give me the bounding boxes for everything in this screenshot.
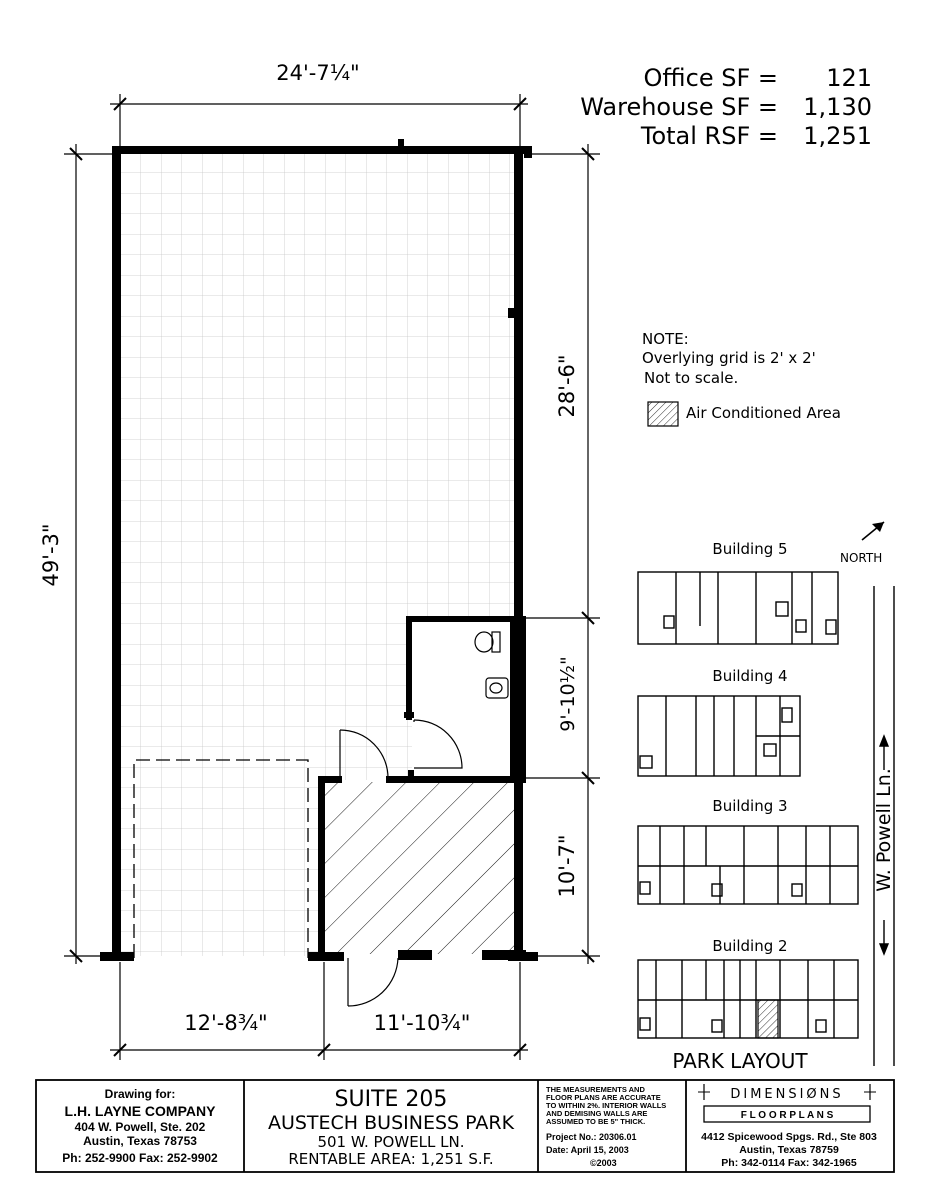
building-3-label: Building 3	[712, 797, 788, 815]
building-3-plan	[638, 826, 858, 904]
disclaimer-line-2: FLOOR PLANS ARE ACCURATE	[546, 1093, 661, 1102]
building-4-label: Building 4	[712, 667, 788, 685]
company-phone: Ph: 342-0114 Fax: 342-1965	[721, 1157, 857, 1169]
street-label: W. Powell Ln.	[873, 768, 895, 892]
legend-hatch-swatch	[648, 402, 678, 426]
disclaimer-line-3: TO WITHIN 2%. INTERIOR WALLS	[546, 1101, 667, 1110]
north-arrow-icon	[862, 522, 884, 540]
legend-label: Air Conditioned Area	[686, 404, 841, 422]
total-rsf-value: 1,251	[803, 122, 872, 150]
disclaimer-line-4: AND DEMISING WALLS ARE	[546, 1109, 648, 1118]
company-address: 4412 Spicewood Spgs. Rd., Ste 803	[701, 1131, 877, 1143]
building-4-plan	[638, 696, 800, 776]
total-rsf-label: Total RSF =	[640, 122, 778, 150]
park-layout-title: PARK LAYOUT	[672, 1049, 808, 1073]
rentable-area: RENTABLE AREA: 1,251 S.F.	[288, 1150, 494, 1168]
client-city: Austin, Texas 78753	[83, 1134, 197, 1148]
office-sf-label: Office SF =	[643, 64, 778, 92]
air-conditioned-office	[324, 782, 514, 954]
warehouse-sf-value: 1,130	[803, 93, 872, 121]
warehouse-sf-label: Warehouse SF =	[580, 93, 778, 121]
suite-address: 501 W. POWELL LN.	[317, 1133, 465, 1151]
building-2-plan	[638, 960, 858, 1038]
project-number: Project No.: 20306.01	[546, 1132, 637, 1142]
note-block	[642, 330, 841, 426]
note-line-2: Not to scale.	[644, 369, 739, 387]
client-phone: Ph: 252-9900 Fax: 252-9902	[62, 1151, 218, 1165]
suite-location-highlight	[758, 1000, 778, 1038]
note-title: NOTE:	[642, 330, 689, 348]
disclaimer-line-5: ASSUMED TO BE 5" THICK.	[546, 1117, 646, 1126]
dim-top-width: 24'-7¼"	[276, 61, 360, 85]
copyright: ©2003	[590, 1158, 617, 1168]
drawing-date: Date: April 15, 2003	[546, 1145, 629, 1155]
north-label: NORTH	[840, 551, 883, 565]
building-5-label: Building 5	[712, 540, 788, 558]
suite-title: SUITE 205	[334, 1087, 448, 1112]
drawing-for-label: Drawing for:	[104, 1087, 176, 1101]
dim-bottom-left: 12'-8¾"	[184, 1011, 268, 1035]
dim-bottom-right: 11'-10¾"	[373, 1011, 471, 1035]
client-name: L.H. LAYNE COMPANY	[64, 1103, 216, 1119]
company-logo-sub: F L O O R P L A N S	[740, 1110, 834, 1121]
company-city: Austin, Texas 78759	[739, 1144, 839, 1156]
note-line-1: Overlying grid is 2' x 2'	[642, 349, 816, 367]
dim-left-height: 49'-3"	[39, 523, 63, 587]
park-layout	[638, 522, 895, 1073]
office-sf-value: 121	[826, 64, 872, 92]
park-name: AUSTECH BUSINESS PARK	[267, 1112, 515, 1134]
disclaimer-line-1: THE MEASUREMENTS AND	[546, 1085, 645, 1094]
title-block	[36, 1080, 894, 1172]
dim-right-lower: 10'-7"	[555, 834, 579, 898]
company-logo-text: DIMENSIØNS	[730, 1087, 844, 1102]
area-summary	[580, 64, 872, 150]
client-address: 404 W. Powell, Ste. 202	[74, 1120, 206, 1134]
dim-right-middle: 9'-10½"	[557, 656, 579, 732]
building-2-label: Building 2	[712, 937, 788, 955]
company-logo	[698, 1084, 876, 1122]
building-5-plan	[638, 572, 838, 644]
dim-right-upper: 28'-6"	[555, 354, 579, 418]
